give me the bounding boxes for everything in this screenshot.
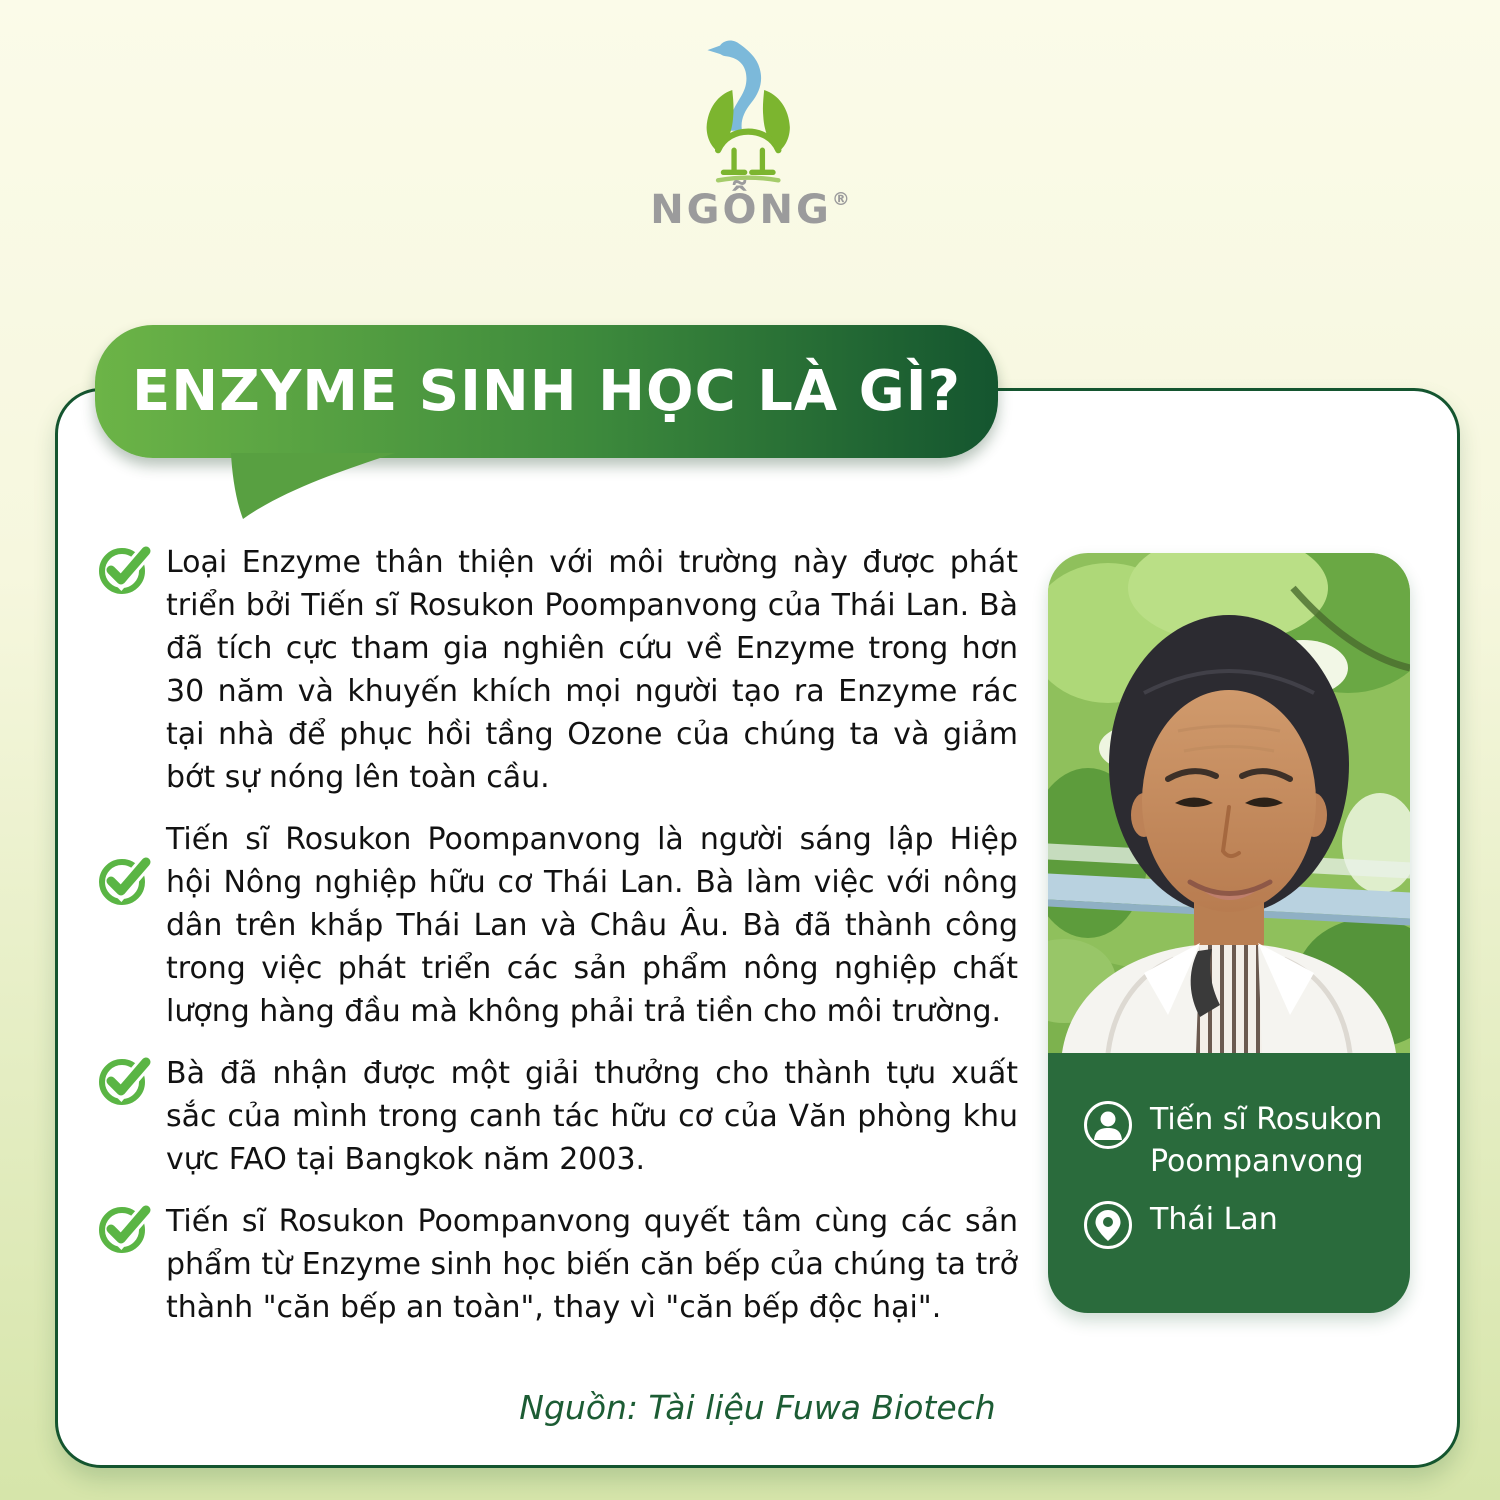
bullet-text: Tiến sĩ Rosukon Poompanvong quyết tâm cùng các sản phẩm từ Enzyme sinh học biến căn bếp của chúng ta trở thành "căn bếp an toàn", thay vì "căn bếp độc hại". <box>166 1204 1018 1325</box>
profile-card <box>1048 553 1410 1313</box>
list-item <box>98 818 1018 1033</box>
title-bubble <box>95 325 998 458</box>
person-icon <box>1082 1099 1134 1155</box>
bullet-list <box>98 541 1018 1348</box>
check-circle-icon <box>98 543 154 599</box>
page-title: ENZYME SINH HỌC LÀ GÌ? <box>131 359 962 424</box>
location-pin-icon <box>1082 1199 1134 1255</box>
bullet-text: Loại Enzyme thân thiện với môi trường này được phát triển bởi Tiến sĩ Rosukon Poompanvong của Thái Lan. Bà đã tích cực tham gia nghiên cứu về Enzyme trong hơn 30 năm và khuyến khích mọi người tạo ra Enzyme rác tại nhà để phục hồi tầng Ozone của chúng ta và giảm bớt sự nóng lên toàn cầu. <box>166 545 1018 795</box>
brand-logo <box>0 38 1500 233</box>
list-item <box>98 541 1018 799</box>
bubble-tail <box>227 453 397 521</box>
content-card <box>55 388 1460 1468</box>
profile-name-row <box>1082 1099 1390 1183</box>
profile-location: Thái Lan <box>1150 1202 1278 1237</box>
brand-wordmark: NGỖNG® <box>650 187 850 233</box>
list-item <box>98 1200 1018 1329</box>
check-circle-icon <box>98 1202 154 1258</box>
list-item <box>98 1052 1018 1181</box>
profile-photo <box>1048 553 1410 1053</box>
profile-location-row <box>1082 1199 1390 1255</box>
check-circle-icon <box>98 854 154 910</box>
check-circle-icon <box>98 1054 154 1110</box>
bullet-text: Tiến sĩ Rosukon Poompanvong là người sáng lập Hiệp hội Nông nghiệp hữu cơ Thái Lan. Bà làm việc với nông dân trên khắp Thái Lan và Châu Âu. Bà đã thành công trong việc phát triển các sản phẩm nông nghiệp chất lượng hàng đầu mà không phải trả tiền cho môi trường. <box>166 822 1018 1029</box>
bullet-text: Bà đã nhận được một giải thưởng cho thành tựu xuất sắc của mình trong canh tác hữu cơ của Văn phòng khu vực FAO tại Bangkok năm 2003. <box>166 1056 1018 1177</box>
profile-name: Tiến sĩ Rosukon Poompanvong <box>1150 1102 1383 1179</box>
profile-meta <box>1048 1053 1410 1313</box>
goose-logo-icon <box>0 38 1500 188</box>
source-caption: Nguồn: Tài liệu Fuwa Biotech <box>519 1388 996 1427</box>
